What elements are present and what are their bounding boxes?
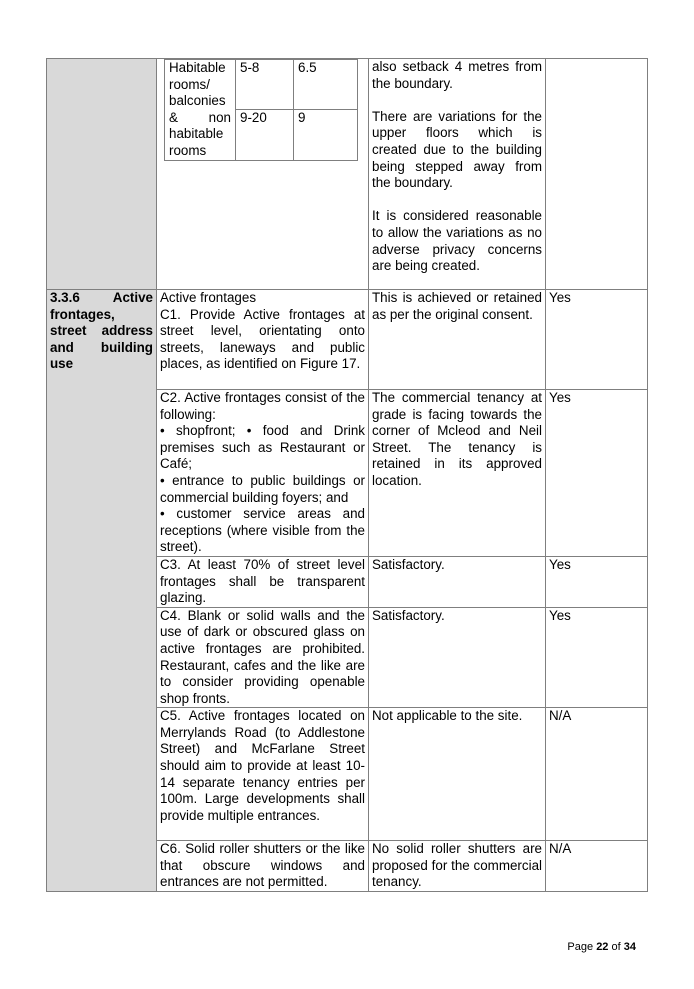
control-text: C2. Active frontages consist of the following: xyxy=(160,390,365,422)
comment-paragraph: It is considered reasonable to allow the variations as no adverse privacy concerns are being created. xyxy=(372,208,542,274)
complies-cell: Yes xyxy=(546,556,648,607)
comment-paragraph: also setback 4 metres from the boundary. xyxy=(372,59,542,91)
comment-cell: This is achieved or retained as per the original consent. xyxy=(369,290,546,390)
setback-value: 9 xyxy=(294,110,358,160)
control-cell xyxy=(157,390,369,557)
table-row xyxy=(47,59,648,290)
comment-cell: The commercial tenancy at grade is facing towards the corner of Mcleod and Neil Street. The tenancy is retained in its approved location. xyxy=(369,390,546,557)
control-cell: C5. Active frontages located on Merrylands Road (to Addlestone Street) and McFarlane Street should aim to provide at least 10-14 separate tenancy entries per 100m. Large developments shall provide multiple entrances. xyxy=(157,708,369,841)
compliance-table xyxy=(46,58,648,892)
complies-cell: N/A xyxy=(546,708,648,841)
section-cell-empty xyxy=(47,59,157,290)
control-title: Active frontages xyxy=(160,290,257,305)
section-heading-cell xyxy=(47,290,157,892)
comment-cell xyxy=(369,59,546,290)
complies-cell: Yes xyxy=(546,290,648,390)
setback-table xyxy=(164,59,358,161)
comment-cell: Satisfactory. xyxy=(369,556,546,607)
control-cell xyxy=(157,59,369,290)
control-cell: C4. Blank or solid walls and the use of dark or obscured glass on active frontages are prohibited. Restaurant, cafes and the like are to consider providing openable shop fronts. xyxy=(157,607,369,708)
page-footer xyxy=(567,941,636,953)
page-number: 22 xyxy=(596,941,609,953)
complies-cell: N/A xyxy=(546,841,648,892)
comment-paragraph: There are variations for the upper floors which is created due to the building being stepped away from the boundary. xyxy=(372,108,542,191)
control-cell xyxy=(157,290,369,390)
comment-cell: Satisfactory. xyxy=(369,607,546,708)
control-list-item: • customer service areas and receptions (where visible from the street). xyxy=(160,506,365,555)
section-heading: 3.3.6 Active frontages, street address and building use xyxy=(50,290,153,372)
total-pages: 34 xyxy=(623,941,636,953)
control-list-item: • shopfront; • food and Drink premises such as Restaurant or Café; xyxy=(160,423,365,472)
page-word: Page xyxy=(567,941,594,953)
complies-cell xyxy=(546,59,648,290)
of-word: of xyxy=(611,941,621,953)
room-type-label: Habitable rooms/ balconies & non habitable rooms xyxy=(165,60,236,161)
setback-value: 6.5 xyxy=(294,60,358,110)
storeys-range: 5-8 xyxy=(236,60,294,110)
comment-cell: No solid roller shutters are proposed for the commercial tenancy. xyxy=(369,841,546,892)
complies-cell: Yes xyxy=(546,390,648,557)
control-cell: C6. Solid roller shutters or the like that obscure windows and entrances are not permitted. xyxy=(157,841,369,892)
control-cell: C3. At least 70% of street level frontages shall be transparent glazing. xyxy=(157,556,369,607)
storeys-range: 9-20 xyxy=(236,110,294,160)
comment-cell: Not applicable to the site. xyxy=(369,708,546,841)
table-row xyxy=(47,290,648,390)
control-text: C1. Provide Active frontages at street level, orientating onto streets, laneways and public places, as identified on Figure 17. xyxy=(160,306,365,372)
complies-cell: Yes xyxy=(546,607,648,708)
control-list-item: • entrance to public buildings or commercial building foyers; and xyxy=(160,472,365,505)
setback-table-row xyxy=(165,60,358,110)
